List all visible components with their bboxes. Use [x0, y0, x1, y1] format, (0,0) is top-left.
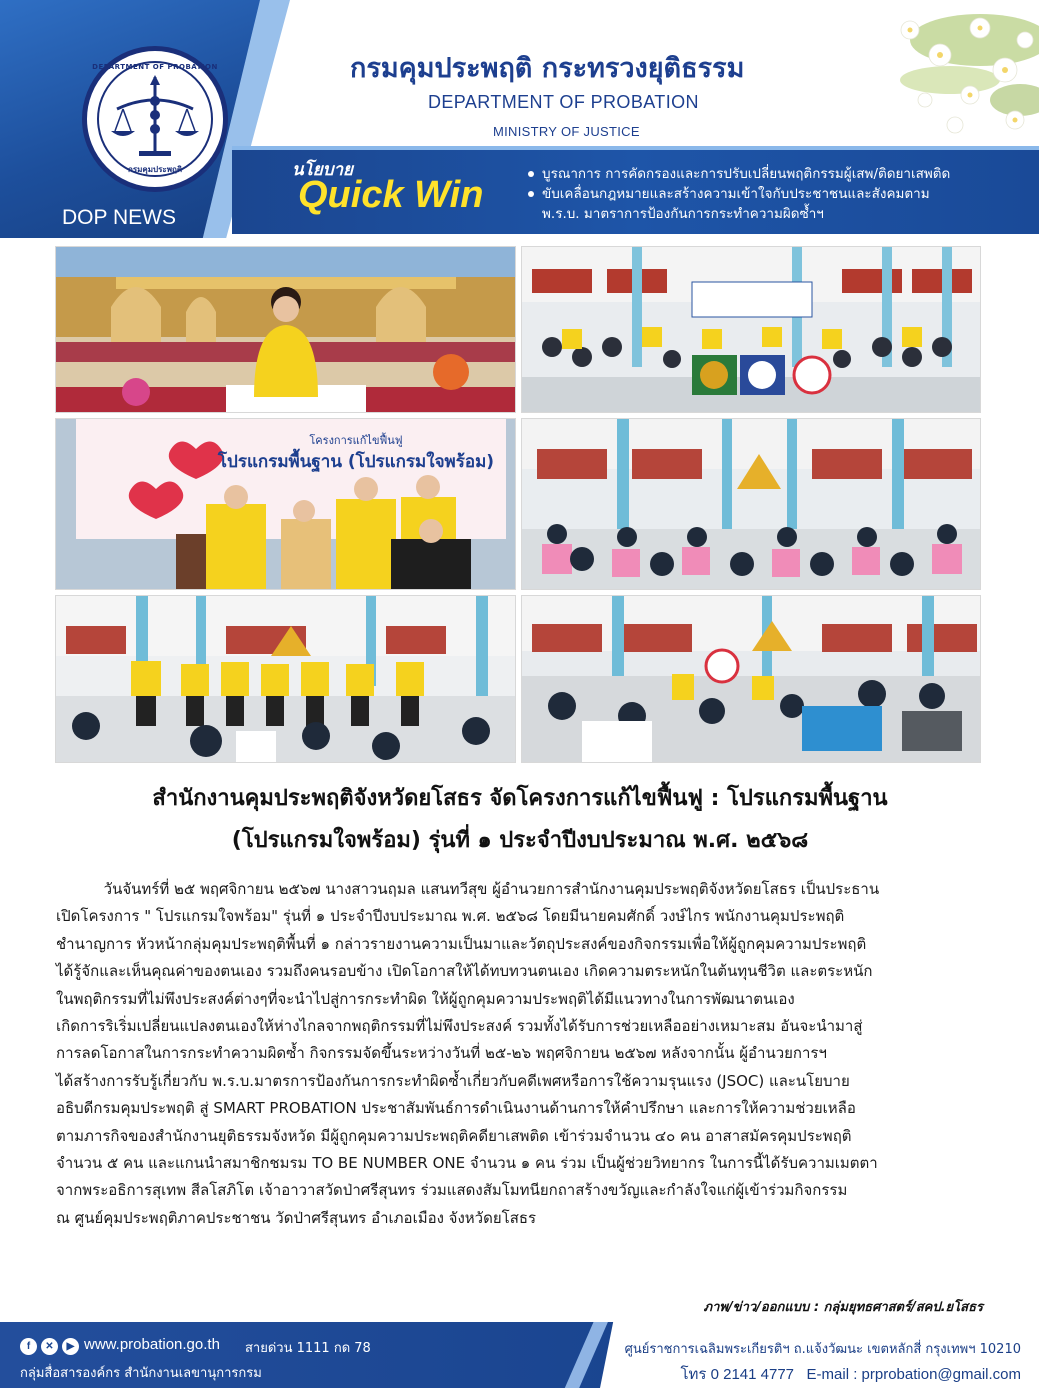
article-line: การลดโอกาสในการกระทำความผิดซ้ำ กิจกรรมจัดขึ้นระหว่างวันที่ ๒๕-๒๖ พฤศจิกายน ๒๕๖๗ หลังจากนั้น ผู้อำนวยการฯ [56, 1044, 827, 1063]
photo-credit: ภาพ/ข่าว/ออกแบบ : กลุ่มยุทธศาสตร์/สคป.ยโสธร [703, 1300, 983, 1315]
article-line: เกิดการริเริ่มเปลี่ยนแปลงตนเองให้ห่างไกลจากพฤติกรรมที่ไม่พึงประสงค์ รวมทั้งได้รับการช่วยเหลืออย่างเหมาะสม อันจะนำมาสู่ [56, 1017, 863, 1036]
article-line: ในพฤติกรรมที่ไม่พึงประสงค์ต่างๆที่จะนำไปสู่การกระทำผิด ให้ผู้ถูกคุมความประพฤติได้มีแนวทางในการพัฒนาตนเอง [56, 989, 795, 1008]
policy-bullet-1: บูรณาการ การคัดกรองและการปรับเปลี่ยนพฤติกรรมผู้เสพ/ติดยาเสพติด [528, 164, 1028, 184]
hotline-text: สายด่วน 1111 กด 78 [245, 1341, 371, 1356]
article-line: จำนวน ๕ คน และแกนนำสมาชิกชมรม TO BE NUMBER ONE จำนวน ๑ คน ร่วม เป็นผู้ช่วยวิทยากร ในการนี้ได้รับความเมตตา [56, 1154, 878, 1173]
department-title-english: DEPARTMENT OF PROBATION [428, 92, 699, 112]
ministry-title: MINISTRY OF JUSTICE [493, 124, 640, 139]
photo-group-activity [521, 595, 981, 763]
emblem-top-text: DEPARTMENT OF PROBATION [92, 63, 218, 71]
photo-director-opening [55, 246, 516, 413]
photo-program-banner [55, 418, 516, 590]
article-line: ได้สร้างการรับรู้เกี่ยวกับ พ.ร.บ.มาตรการป้องกันการกระทำผิดซ้ำเกี่ยวกับคดีเพศหรือการใช้ความรุนแรง (JSOC) และนโยบาย [56, 1071, 850, 1090]
banner-text-line2: โปรแกรมพื้นฐาน (โปรแกรมใจพร้อม) [217, 452, 495, 472]
policy-label: นโยบาย [292, 160, 354, 180]
policy-bullet-2-cont: พ.ร.บ. มาตราการป้องกันการกระทำความผิดซ้ำฯ [542, 206, 824, 222]
photo-group-participants [521, 246, 981, 413]
article-headline-line2: (โปรแกรมใจพร้อม) รุ่นที่ ๑ ประจำปีงบประมาณ พ.ศ. ๒๕๖๘ [231, 828, 809, 853]
photo-facilitators-standing [55, 595, 516, 763]
article-headline-line1: สำนักงานคุมประพฤติจังหวัดยโสธร จัดโครงการแก้ไขฟื้นฟู : โปรแกรมพื้นฐาน [152, 786, 888, 811]
photo-audience-hall [521, 418, 981, 590]
probation-emblem-logo [82, 46, 228, 192]
policy-bullets [528, 164, 1028, 224]
social-icons [20, 1338, 79, 1355]
article-line: เปิดโครงการ " โปรแกรมใจพร้อม" รุ่นที่ ๑ ประจำปีงบประมาณ พ.ศ. ๒๕๖๘ โดยมีนายคมศักดิ์ วงษ์ไกร พนักงานคุมประพฤติ [56, 907, 845, 926]
emblem-bottom-text: กรมคุมประพฤติ [127, 165, 183, 174]
facebook-icon[interactable]: f [20, 1338, 37, 1355]
article-line: อธิบดีกรมคุมประพฤติ สู่ SMART PROBATION ประชาสัมพันธ์การดำเนินงานด้านการให้คำปรึกษา และการให้ความช่วยเหลือ [56, 1099, 856, 1118]
article-line: จากพระอธิการสุเทพ สีลโสภิโต เจ้าอาวาสวัดป่าศรีสุนทร ร่วมแสดงสัมโมทนียกถาสร้างขวัญและกำลังใจแก่ผู้เข้าร่วมกิจกรรม [56, 1181, 848, 1200]
department-title-thai: กรมคุมประพฤติ กระทรวงยุติธรรม [350, 53, 745, 84]
article-line: ตามภารกิจของสำนักงานยุติธรรมจังหวัด มีผู้ถูกคุมความประพฤติคดียาเสพติด เข้าร่วมจำนวน ๔๐ คน อาสาสมัครคุมประพฤติ [56, 1126, 852, 1145]
article-line: ได้รู้จักและเห็นคุณค่าของตนเอง รวมถึงคนรอบข้าง เปิดโอกาสให้ได้ทบทวนตนเอง เกิดความตระหนักในต้นทุนชีวิต และตระหนัก [56, 962, 873, 981]
header [0, 0, 1039, 238]
quick-win-title: Quick Win [298, 174, 484, 216]
website-link[interactable]: www.probation.go.th [84, 1336, 220, 1353]
article-line: ชำนาญการ หัวหน้ากลุ่มคุมประพฤติพื้นที่ ๑ กล่าวรายงานความเป็นมาและวัตถุประสงค์ของกิจกรรมเพื่อให้ผู้ถูกคุมความประพฤติ [56, 934, 867, 953]
youtube-icon[interactable]: ▶ [62, 1338, 79, 1355]
jasmine-flowers-decoration [830, 0, 1039, 150]
banner-text-line1: โครงการแก้ไขฟื้นฟู [309, 434, 403, 447]
article-line: ณ ศูนย์คุมประพฤติภาคประชาชน วัดป่าศรีสุนทร อำเภอเมือง จังหวัดยโสธร [56, 1208, 537, 1227]
dop-news-label: DOP NEWS [62, 206, 176, 229]
article-line: วันจันทร์ที่ ๒๕ พฤศจิกายน ๒๕๖๗ นางสาวนฤมล แสนทวีสุข ผู้อำนวยการสำนักงานคุมประพฤติจังหวัดยโสธร เป็นประธาน [56, 880, 880, 898]
office-address: ศูนย์ราชการเฉลิมพระเกียรติฯ ถ.แจ้งวัฒนะ เขตหลักสี่ กรุงเทพฯ 10210 [624, 1342, 1021, 1357]
publisher-unit: กลุ่มสื่อสารองค์กร สำนักงานเลขานุการกรม [20, 1366, 262, 1381]
contact-info: โทร 0 2141 4777 E-mail : prprobation@gmail.com [680, 1366, 1021, 1383]
article-body [56, 876, 980, 1232]
policy-bullet-2: ขับเคลื่อนกฎหมายและสร้างความเข้าใจกับประชาชนและสังคมตาม [528, 184, 1028, 204]
x-twitter-icon[interactable]: ✕ [41, 1338, 58, 1355]
